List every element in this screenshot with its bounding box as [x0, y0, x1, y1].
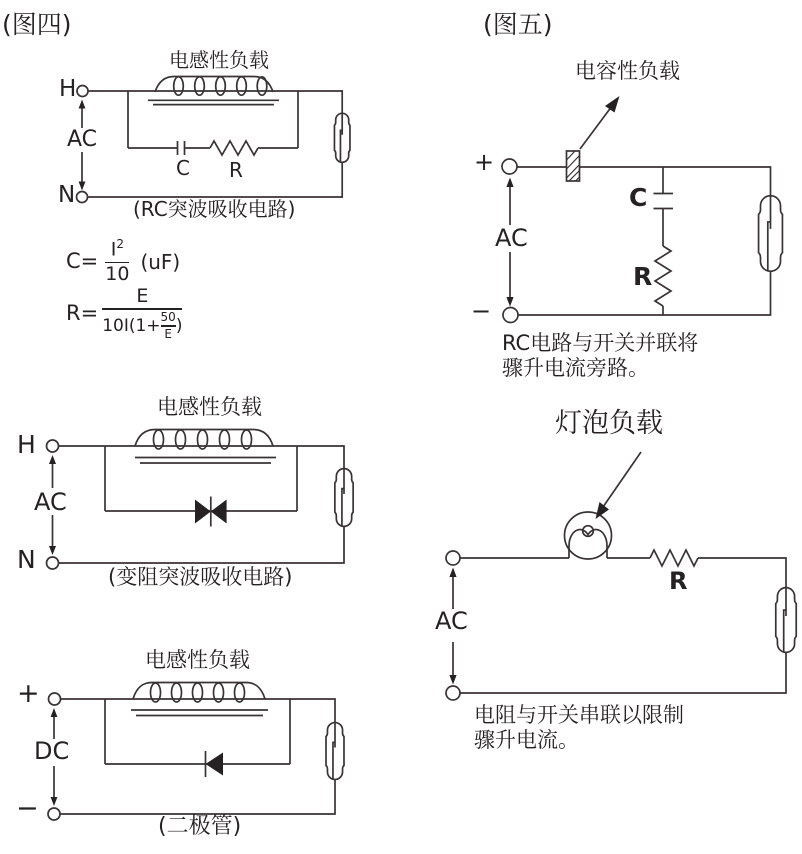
terminal-icon	[49, 693, 61, 705]
figure5-title: (图五)	[483, 10, 553, 39]
lamp-icon	[565, 512, 612, 559]
source-ac-label: AC	[34, 488, 67, 516]
formula-lhs: R=	[66, 300, 99, 325]
figure4-title: (图四)	[2, 10, 72, 39]
diode-icon	[206, 751, 224, 777]
pointer-arrow-icon	[596, 452, 642, 519]
capacitor-icon	[178, 141, 185, 155]
formula-unit: (uF)	[140, 249, 181, 274]
source-ac-label: AC	[495, 224, 528, 252]
terminal-icon	[77, 86, 88, 97]
source-dc-label: DC	[34, 737, 70, 765]
res-r-label: R	[633, 262, 653, 291]
rc-caption: (RC突波吸收电路)	[133, 197, 296, 221]
res-r-label: R	[229, 158, 243, 182]
fraction	[105, 238, 129, 285]
capacitor-icon	[654, 194, 674, 209]
wire	[460, 558, 786, 693]
lamp-caption-line2: 骤升电流。	[474, 728, 579, 752]
terminal-icon	[48, 808, 60, 820]
formula-capacitance	[66, 238, 180, 285]
resistor-icon	[650, 550, 698, 566]
denominator: 10	[105, 263, 130, 286]
fig4-varistor-circuit	[47, 430, 354, 570]
inner-fraction: $\frac{50}{E}$	[160, 309, 176, 341]
terminal-icon	[502, 159, 517, 174]
terminal-icon	[446, 551, 460, 565]
varistor-caption: (变阻突波吸收电路)	[108, 565, 293, 589]
fraction	[102, 286, 182, 341]
capacitive-load-icon	[567, 151, 580, 181]
numerator: E	[136, 285, 149, 307]
rc-load-label: 电感性负载	[169, 48, 269, 72]
rc-parallel-caption-line1: RC电路与开关并联将	[502, 331, 699, 355]
terminal-icon	[47, 440, 59, 452]
formula-lhs: C=	[66, 248, 99, 273]
diode-caption: (二极管)	[158, 814, 242, 839]
terminal-h-label: H	[59, 76, 77, 102]
terminal-icon	[446, 686, 460, 700]
reed-switch-icon	[335, 469, 353, 527]
terminal-icon	[47, 557, 59, 569]
denominator: 10I(1+ $\frac{50}{E}$ )	[102, 309, 183, 341]
varistor-load-label: 电感性负载	[157, 395, 262, 419]
fig4-diode-circuit	[48, 683, 344, 821]
lamp-load-label: 灯泡负载	[555, 408, 663, 439]
diode-load-label: 电感性负载	[145, 648, 250, 672]
terminal-icon	[77, 192, 88, 203]
terminal-minus-label: −	[16, 793, 39, 824]
fig5-lamp-circuit	[446, 452, 796, 700]
res-r-label: R	[669, 567, 688, 595]
rc-parallel-caption-line2: 骤升电流旁路。	[502, 356, 649, 380]
capacitive-load-label: 电容性负载	[575, 59, 680, 83]
varistor-icon	[195, 497, 227, 527]
terminal-icon	[503, 308, 518, 323]
numerator: I	[110, 238, 117, 261]
exponent: 2	[116, 237, 124, 251]
lamp-caption-line1: 电阻与开关串联以限制	[474, 703, 684, 727]
formula-resistance	[66, 286, 182, 341]
reed-switch-icon	[759, 196, 783, 271]
pointer-arrow-icon	[580, 96, 620, 149]
terminal-plus-label: +	[17, 678, 40, 709]
fig4-rc-circuit	[77, 77, 350, 203]
source-ac-label: AC	[67, 127, 98, 152]
resistor-icon	[655, 246, 671, 306]
reed-switch-icon	[326, 723, 344, 780]
source-ac-label: AC	[435, 607, 468, 635]
reed-switch-icon	[334, 113, 350, 162]
reed-switch-icon	[776, 588, 796, 653]
terminal-h-label: H	[17, 430, 36, 459]
cap-c-label: C	[176, 156, 190, 180]
terminal-plus-label: +	[474, 148, 495, 176]
cap-c-label: C	[629, 183, 648, 212]
terminal-n-label: N	[17, 545, 36, 574]
terminal-minus-label: −	[471, 297, 492, 325]
resistor-icon	[210, 141, 258, 155]
terminal-n-label: N	[58, 182, 76, 208]
